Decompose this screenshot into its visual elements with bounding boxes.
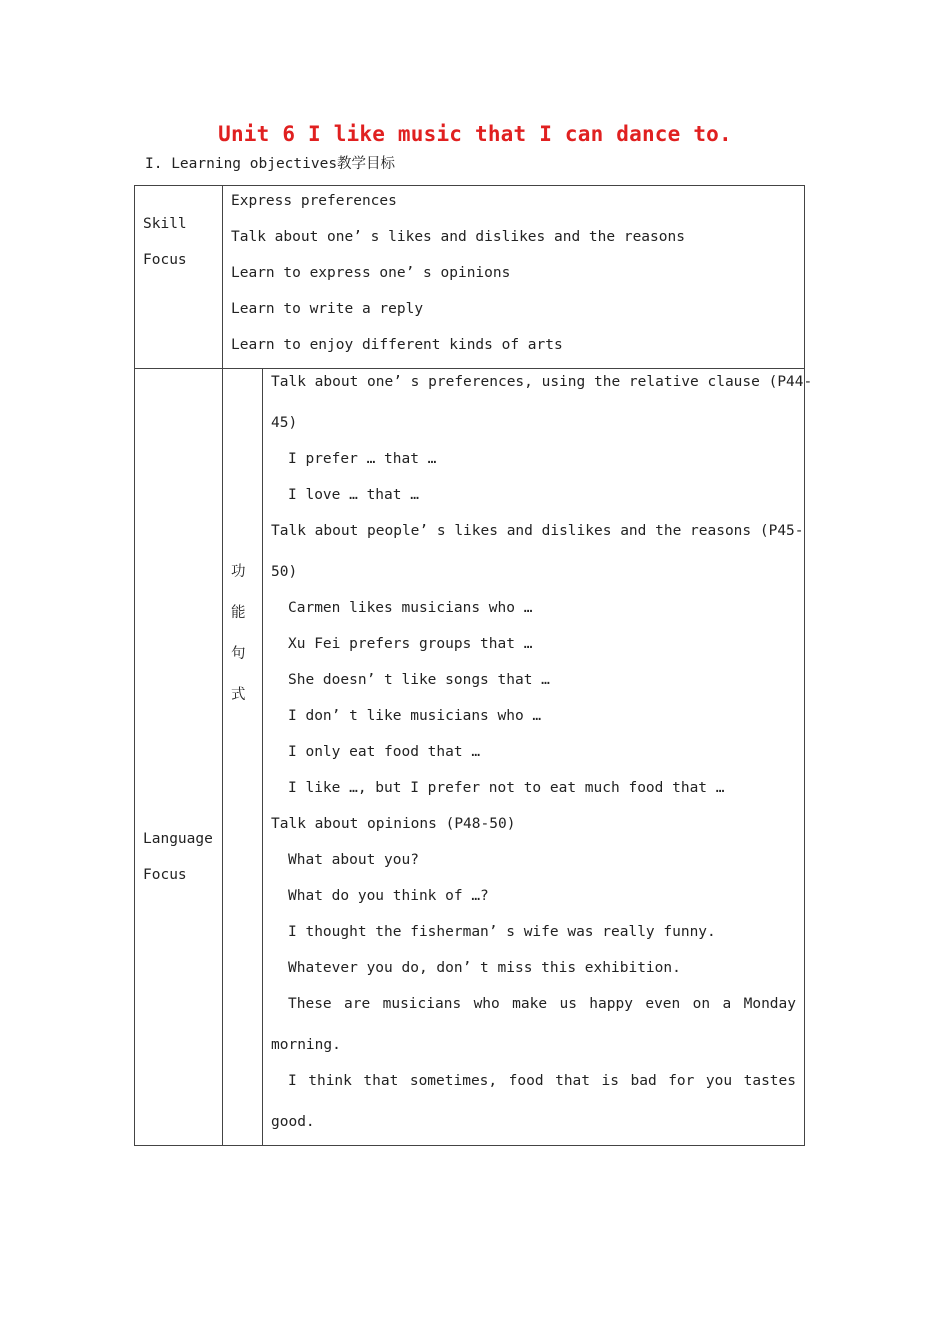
document-title: Unit 6 I like music that I can dance to. bbox=[218, 122, 732, 146]
content-line: Talk about people’ s likes and dislikes and the reasons (P45- bbox=[271, 523, 804, 539]
content-line: Talk about one’ s preferences, using the relative clause (P44- bbox=[271, 374, 813, 390]
content-line: I thought the fisherman’ s wife was really funny. bbox=[288, 924, 716, 940]
content-line: Carmen likes musicians who … bbox=[288, 600, 533, 616]
skill-focus-row bbox=[135, 186, 805, 369]
sub-label-char: 能 bbox=[231, 605, 246, 621]
language-label-line2: Focus bbox=[143, 867, 187, 883]
objectives-table bbox=[134, 185, 813, 1146]
skill-item: Talk about one’ s likes and dislikes and the reasons bbox=[231, 229, 685, 245]
skill-item: Learn to enjoy different kinds of arts bbox=[231, 337, 563, 353]
content-line: Xu Fei prefers groups that … bbox=[288, 636, 533, 652]
content-line: I prefer … that … bbox=[288, 451, 437, 467]
language-label-line1: Language bbox=[143, 831, 213, 847]
content-line: 45) bbox=[271, 415, 298, 431]
language-focus-label-cell bbox=[135, 369, 223, 1146]
content-line: I like …, but I prefer not to eat much food that … bbox=[288, 780, 725, 796]
content-line: 50) bbox=[271, 564, 298, 580]
content-line: Talk about opinions (P48-50) bbox=[271, 816, 516, 832]
content-line: These are musicians who make us happy even on a Monday bbox=[288, 996, 796, 1012]
sub-label-char: 功 bbox=[231, 564, 246, 580]
section-heading: I. Learning objectives教学目标 bbox=[145, 156, 396, 172]
skill-item: Learn to write a reply bbox=[231, 301, 424, 317]
skill-label-line2: Focus bbox=[143, 252, 187, 268]
skill-focus-label-cell bbox=[135, 186, 223, 369]
sub-label-char: 句 bbox=[231, 646, 246, 662]
skill-focus-items-cell bbox=[223, 186, 805, 369]
skill-label-line1: Skill bbox=[143, 216, 187, 232]
content-line: What about you? bbox=[288, 852, 419, 868]
language-focus-content-cell bbox=[263, 369, 813, 1146]
content-line: I don’ t like musicians who … bbox=[288, 708, 542, 724]
content-line: morning. bbox=[271, 1037, 341, 1053]
skill-item: Express preferences bbox=[231, 193, 397, 209]
sub-label-char: 式 bbox=[231, 687, 246, 703]
content-line: What do you think of …? bbox=[288, 888, 489, 904]
function-sentence-label-cell bbox=[223, 369, 263, 1146]
language-focus-row bbox=[135, 369, 805, 1146]
content-line: Whatever you do, don’ t miss this exhibition. bbox=[288, 960, 681, 976]
content-line: good. bbox=[271, 1114, 315, 1130]
content-line: I love … that … bbox=[288, 487, 419, 503]
content-line: I only eat food that … bbox=[288, 744, 481, 760]
content-line: I think that sometimes, food that is bad for you tastes bbox=[288, 1073, 796, 1089]
skill-item: Learn to express one’ s opinions bbox=[231, 265, 511, 281]
content-line: She doesn’ t like songs that … bbox=[288, 672, 550, 688]
